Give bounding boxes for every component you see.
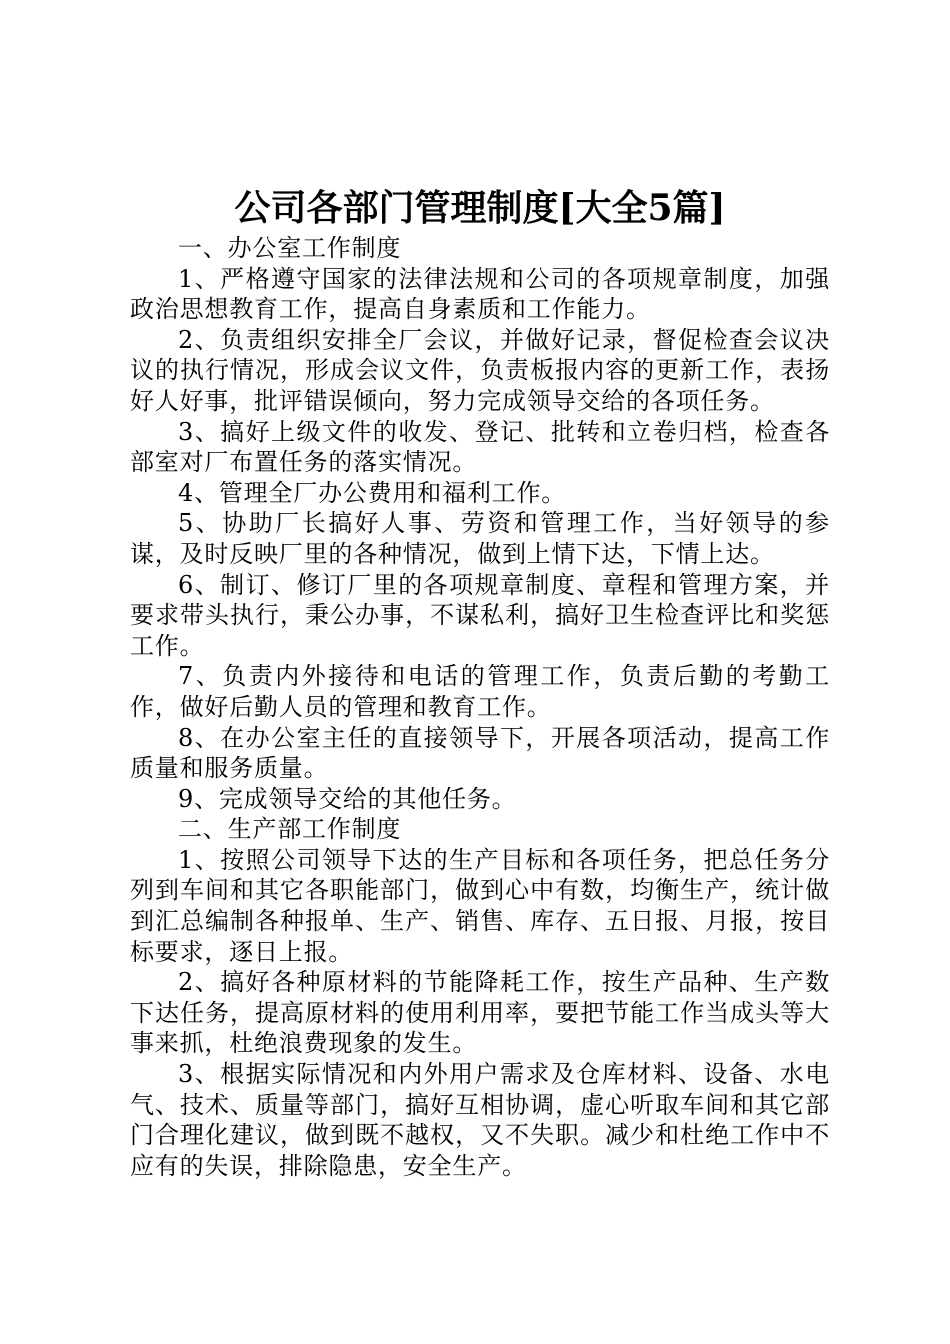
paragraph: 2、搞好各种原材料的节能降耗工作，按生产品种、生产数下达任务，提高原材料的使用利用率，要把节能工作当成头等大事来抓，杜绝浪费现象的发生。 [130,968,830,1058]
paragraph: 9、完成领导交给的其他任务。 [178,784,517,813]
paragraph: 6、制订、修订厂里的各项规章制度、章程和管理方案，并要求带头执行，秉公办事，不谋私利，搞好卫生检查评比和奖惩工作。 [130,570,830,660]
paragraph: 8、在办公室主任的直接领导下，开展各项活动，提高工作质量和服务质量。 [130,723,830,783]
section-heading-office: 一、办公室工作制度 [178,234,402,262]
document-body [130,233,830,1181]
paragraph: 5、协助厂长搞好人事、劳资和管理工作，当好领导的参谋，及时反映厂里的各种情况，做到上情下达，下情上达。 [130,509,830,568]
paragraph: 2、负责组织安排全厂会议，并做好记录，督促检查会议决议的执行情况，形成会议文件，负责板报内容的更新工作，表扬好人好事，批评错误倾向，努力完成领导交给的各项任务。 [130,325,830,415]
paragraph: 1、严格遵守国家的法律法规和公司的各项规章制度，加强政治思想教育工作，提高自身素质和工作能力。 [130,264,830,324]
paragraph: 1、按照公司领导下达的生产目标和各项任务，把总任务分列到车间和其它各职能部门，做到心中有数，均衡生产，统计做到汇总编制各种报单、生产、销售、库存、五日报、月报，按目标要求，逐日上报。 [130,845,830,966]
paragraph: 3、搞好上级文件的收发、登记、批转和立卷归档，检查各部室对厂布置任务的落实情况。 [130,417,830,477]
document-title: 公司各部门管理制度[大全5篇] [234,187,726,229]
paragraph: 4、管理全厂办公费用和福利工作。 [178,478,567,507]
section-heading-production: 二、生产部工作制度 [178,815,402,844]
paragraph: 3、根据实际情况和内外用户需求及仓库材料、设备、水电气、技术、质量等部门，搞好互相协调，虚心听取车间和其它部门合理化建议，做到既不越权，又不失职。减少和杜绝工作中不应有的失误，排除隐患，安全生产。 [130,1060,830,1180]
paragraph: 7、负责内外接待和电话的管理工作，负责后勤的考勤工作，做好后勤人员的管理和教育工作。 [130,662,830,721]
document-page [130,183,830,1181]
